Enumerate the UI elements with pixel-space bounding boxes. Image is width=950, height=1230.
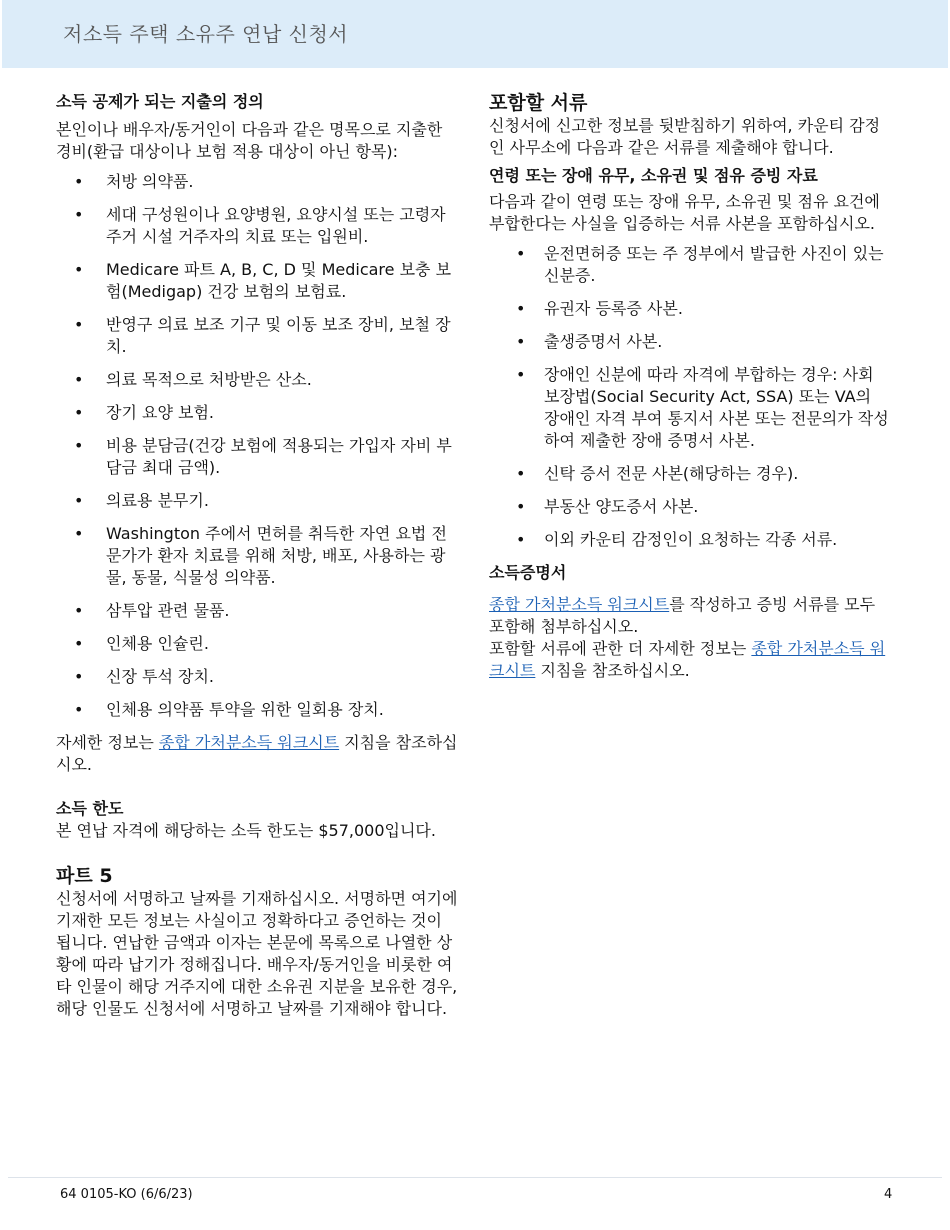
more-info-prefix: 자세한 정보는	[56, 733, 159, 752]
proof-item	[489, 298, 889, 320]
expense-item-text: 처방 의약품.	[106, 172, 194, 191]
bullet-icon: •	[74, 172, 84, 191]
page-number: 4	[884, 1187, 893, 1202]
documents-heading: 포함할 서류	[489, 92, 588, 114]
proof-item	[489, 496, 889, 518]
worksheet-link-2[interactable]: 종합 가처분소득 워크시트	[489, 595, 670, 614]
proof-item	[489, 529, 889, 551]
proof-item-text: 이외 카운티 감정인이 요청하는 각종 서류.	[544, 530, 838, 549]
income-proof-text2-suffix: 지침을 참조하십시오.	[535, 661, 690, 680]
income-proof-text2	[489, 638, 889, 682]
bullet-icon: •	[74, 370, 84, 389]
expense-item	[56, 490, 460, 512]
page-header	[2, 0, 948, 68]
expense-item-text: 장기 요양 보험.	[106, 403, 214, 422]
deductible-expenses-heading: 소득 공제가 되는 지출의 정의	[56, 92, 264, 111]
left-column	[56, 91, 460, 1020]
expense-item	[56, 699, 460, 721]
bullet-icon: •	[74, 524, 84, 543]
expense-item	[56, 523, 460, 589]
proof-item	[489, 331, 889, 353]
expense-item	[56, 369, 460, 391]
bullet-icon: •	[74, 667, 84, 686]
expense-item	[56, 171, 460, 193]
more-info-paragraph	[56, 732, 460, 776]
expense-item	[56, 204, 460, 248]
expense-item	[56, 259, 460, 303]
proof-item-text: 부동산 양도증서 사본.	[544, 497, 699, 516]
deductible-expenses-list	[56, 171, 460, 721]
bullet-icon: •	[516, 464, 526, 483]
expense-item	[56, 402, 460, 424]
expense-item	[56, 314, 460, 358]
bullet-icon: •	[74, 315, 84, 334]
proof-item-text: 신탁 증서 전문 사본(해당하는 경우).	[544, 464, 799, 483]
income-proof-text1-suffix: 를 작성하고 증빙 서류를 모두 포함해 첨부하십시오.	[489, 595, 876, 636]
income-limit-text: 본 연납 자격에 해당하는 소득 한도는 $57,000입니다.	[56, 821, 436, 840]
proof-item-text: 출생증명서 사본.	[544, 332, 663, 351]
bullet-icon: •	[516, 244, 526, 263]
proof-item	[489, 243, 889, 287]
income-proof-text2-prefix: 포함할 서류에 관한 더 자세한 정보는	[489, 639, 752, 658]
expense-item-text: 신장 투석 장치.	[106, 667, 214, 686]
worksheet-link-3[interactable]: 종합 가처분소득 워크시트	[489, 639, 886, 680]
proof-documents-list	[489, 243, 889, 551]
form-id: 64 0105-KO (6/6/23)	[60, 1187, 193, 1202]
proof-item	[489, 463, 889, 485]
expense-item-text: 인체용 인슐린.	[106, 634, 209, 653]
bullet-icon: •	[74, 634, 84, 653]
expense-item-text: 의료용 분무기.	[106, 491, 209, 510]
expense-item-text: 비용 분담금(건강 보험에 적용되는 가입자 자비 부담금 최대 금액).	[106, 436, 452, 477]
bullet-icon: •	[516, 299, 526, 318]
bullet-icon: •	[74, 205, 84, 224]
expense-item-text: Medicare 파트 A, B, C, D 및 Medicare 보충 보험(Medigap) 건강 보험의 보험료.	[106, 260, 452, 301]
document-title: 저소득 주택 소유주 연납 신청서	[63, 22, 349, 46]
expense-item	[56, 600, 460, 622]
footer-divider	[8, 1177, 942, 1178]
documents-intro: 신청서에 신고한 정보를 뒷받침하기 위하여, 카운티 감정인 사무소에 다음과 같은 서류를 제출해야 합니다.	[489, 116, 881, 157]
bullet-icon: •	[516, 530, 526, 549]
expense-item-text: 반영구 의료 보조 기구 및 이동 보조 장비, 보철 장치.	[106, 315, 451, 356]
income-proof-heading: 소득증명서	[489, 563, 567, 582]
expense-item-text: 인체용 의약품 투약을 위한 일회용 장치.	[106, 700, 384, 719]
bullet-icon: •	[74, 436, 84, 455]
right-column	[489, 91, 889, 682]
proof-item-text: 유권자 등록증 사본.	[544, 299, 683, 318]
bullet-icon: •	[74, 491, 84, 510]
deductible-expenses-intro: 본인이나 배우자/동거인이 다음과 같은 명목으로 지출한 경비(환급 대상이나 보험 적용 대상이 아닌 항목):	[56, 120, 443, 161]
bullet-icon: •	[74, 403, 84, 422]
more-info-suffix: 지침을 참조하십시오.	[56, 733, 458, 774]
income-limit-heading: 소득 한도	[56, 799, 124, 818]
bullet-icon: •	[516, 332, 526, 351]
proof-item	[489, 364, 889, 452]
expense-item	[56, 435, 460, 479]
bullet-icon: •	[74, 700, 84, 719]
part5-heading: 파트 5	[56, 865, 113, 887]
expense-item	[56, 666, 460, 688]
expense-item-text: Washington 주에서 면허를 취득한 자연 요법 전문가가 환자 치료를 위해 처방, 배포, 사용하는 광물, 동물, 식물성 의약품.	[106, 524, 447, 587]
proof-heading: 연령 또는 장애 유무, 소유권 및 점유 증빙 자료	[489, 166, 818, 185]
expense-item	[56, 633, 460, 655]
income-proof-text1	[489, 594, 889, 638]
bullet-icon: •	[74, 601, 84, 620]
bullet-icon: •	[516, 365, 526, 384]
proof-item-text: 운전면허증 또는 주 정부에서 발급한 사진이 있는 신분증.	[544, 244, 884, 285]
expense-item-text: 의료 목적으로 처방받은 산소.	[106, 370, 312, 389]
worksheet-link[interactable]: 종합 가처분소득 워크시트	[158, 733, 340, 752]
part5-text: 신청서에 서명하고 날짜를 기재하십시오. 서명하면 여기에 기재한 모든 정보는 사실이고 정확하다고 증언하는 것이 됩니다. 연납한 금액과 이자는 본문에 목록으로 나열한 상황에 따라 납기가 정해집니다. 배우자/동거인을 비롯한 여타 인물이 해당 거주지에 대한 소유권 지분을 보유한 경우, 해당 인물도 신청서에 서명하고 날짜를 기재해야 합니다.	[56, 889, 458, 1018]
bullet-icon: •	[516, 497, 526, 516]
proof-intro: 다음과 같이 연령 또는 장애 유무, 소유권 및 점유 요건에 부합한다는 사실을 입증하는 서류 사본을 포함하십시오.	[489, 192, 880, 233]
expense-item-text: 삼투압 관련 물품.	[106, 601, 230, 620]
expense-item-text: 세대 구성원이나 요양병원, 요양시설 또는 고령자 주거 시설 거주자의 치료 또는 입원비.	[106, 205, 446, 246]
proof-item-text: 장애인 신분에 따라 자격에 부합하는 경우: 사회 보장법(Social Security Act, SSA) 또는 VA의 장애인 자격 부여 통지서 사본 또는 전문의가 작성하여 제출한 장애 증명서 사본.	[544, 365, 889, 450]
bullet-icon: •	[74, 260, 84, 279]
